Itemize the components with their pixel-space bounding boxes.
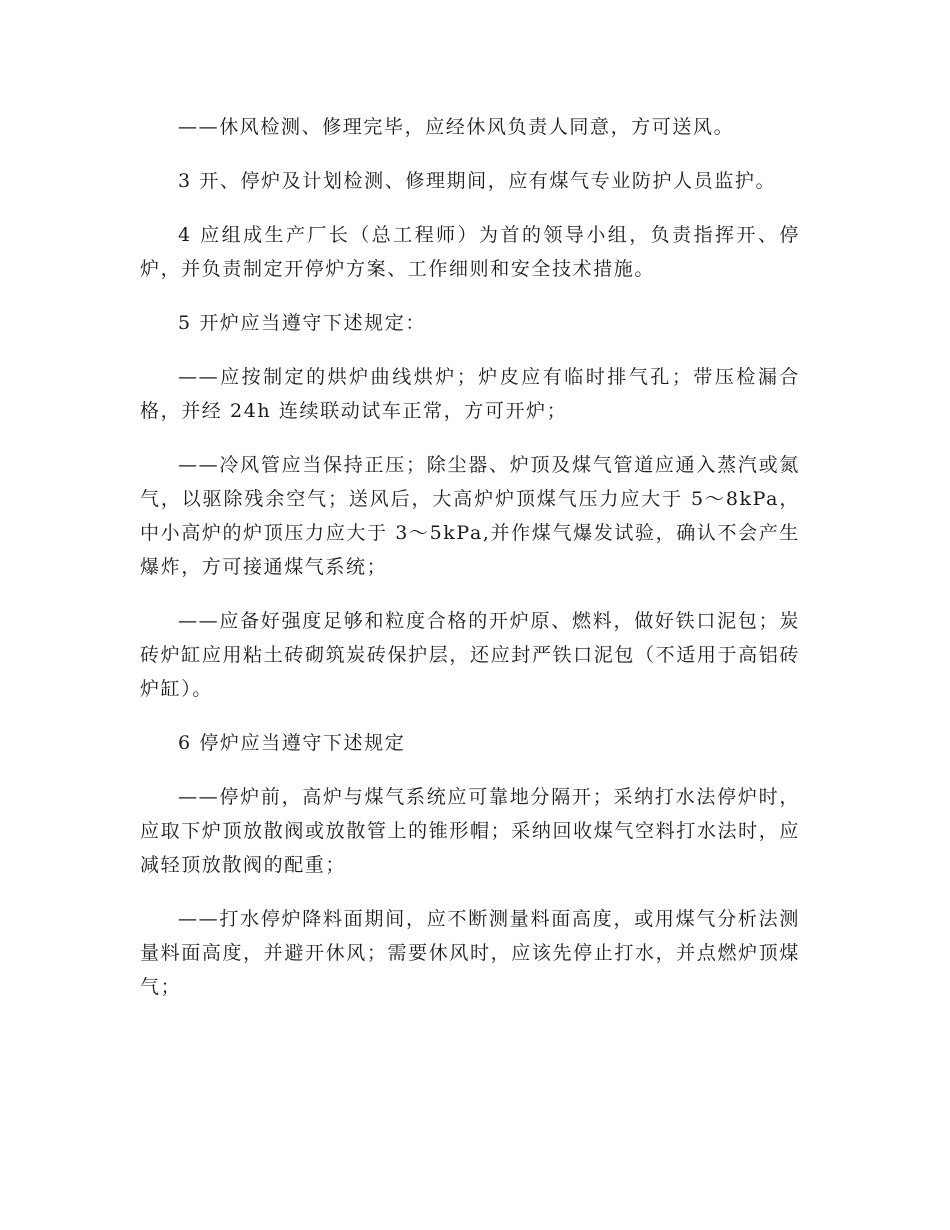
paragraph-9: ——停炉前，高炉与煤气系统应可靠地分隔开；采纳打水法停炉时，应取下炉顶放散阀或放散管上的锥形帽；采纳回收煤气空料打水法时，应减轻顶放散阀的配重； [140,786,800,876]
paragraph-3: 4 应组成生产厂长（总工程师）为首的领导小组，负责指挥开、停炉，并负责制定开停炉方案、工作细则和安全技术措施。 [140,224,800,280]
paragraph-6: ——冷风管应当保持正压；除尘器、炉顶及煤气管道应通入蒸汽或氮气，以驱除残余空气；送风后，大高炉炉顶煤气压力应大于 5～8kPa，中小高炉的炉顶压力应大于 3～5kPa,并作煤气爆发试验，确认不会产生爆炸，方可接通煤气系统； [140,454,800,578]
paragraph-2: 3 开、停炉及计划检测、修理期间，应有煤气专业防护人员监护。 [178,170,777,192]
paragraph-10: ——打水停炉降料面期间，应不断测量料面高度，或用煤气分析法测量料面高度，并避开休风；需要休风时，应该先停止打水，并点燃炉顶煤气； [140,908,800,998]
paragraph-8: 6 停炉应当遵守下述规定 [178,732,406,754]
paragraph-7: ——应备好强度足够和粒度合格的开炉原、燃料，做好铁口泥包；炭砖炉缸应用粘土砖砌筑炭砖保护层，还应封严铁口泥包（不适用于高铝砖炉缸）。 [140,610,800,700]
paragraph-5: ——应按制定的烘炉曲线烘炉；炉皮应有临时排气孔；带压检漏合格，并经 24h 连续联动试车正常，方可开炉； [140,366,800,422]
paragraph-1: ——休风检测、修理完毕，应经休风负责人同意，方可送风。 [178,116,735,138]
paragraph-4: 5 开炉应当遵守下述规定： [178,312,426,334]
document-body [140,110,800,1024]
